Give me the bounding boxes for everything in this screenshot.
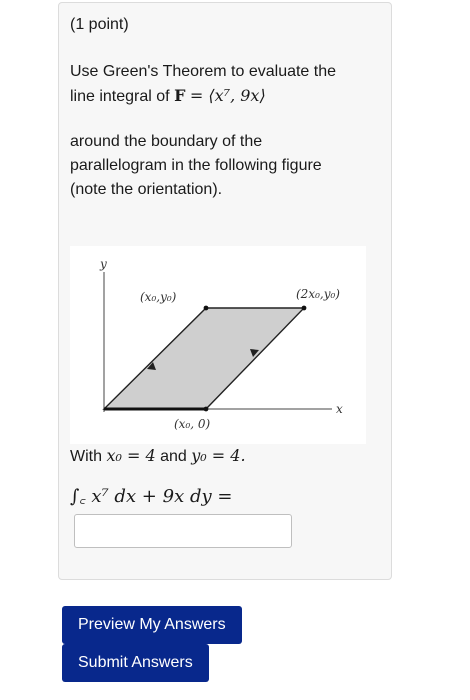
label-top-right-vertex: (2x₀,y₀) xyxy=(296,287,340,301)
integral-expression: ∫꜀ x⁷ dx + 9x dy = xyxy=(70,486,233,507)
label-bottom-vertex: (x₀, 0) xyxy=(174,417,211,431)
y0-value: y₀ = 4. xyxy=(191,446,246,465)
vertex-bottom xyxy=(204,407,209,412)
and-word: and xyxy=(160,448,187,465)
field-expression: = ⟨x⁷, 9x⟩ xyxy=(189,86,266,105)
intro-text: Use Green's Theorem to evaluate the xyxy=(70,63,337,80)
preview-answers-button[interactable]: Preview My Answers xyxy=(62,606,242,644)
desc-line-3: (note the orientation). xyxy=(70,181,223,198)
desc-line-1: around the boundary of the xyxy=(70,133,263,150)
label-top-left-vertex: (x₀,y₀) xyxy=(140,290,177,304)
vertex-top-right xyxy=(302,306,307,311)
submit-answers-button[interactable]: Submit Answers xyxy=(62,644,209,682)
field-symbol: F xyxy=(174,86,186,105)
desc-line-2: parallelogram in the following figure xyxy=(70,157,322,174)
problem-description xyxy=(70,130,380,202)
with-word: With xyxy=(70,448,102,465)
parallelogram-region xyxy=(104,308,304,409)
axis-label-y: y xyxy=(100,257,107,271)
axis-label-x: x xyxy=(336,402,343,416)
x0-value: x₀ = 4 xyxy=(106,446,156,465)
line-integral-prefix: line integral of xyxy=(70,88,170,105)
vertex-top-left xyxy=(204,306,209,311)
parallelogram-figure xyxy=(70,246,366,444)
answer-input[interactable] xyxy=(74,514,292,548)
figure-svg xyxy=(70,246,366,444)
point-value: (1 point) xyxy=(70,16,129,33)
given-values xyxy=(70,446,246,466)
problem-intro xyxy=(70,60,380,109)
